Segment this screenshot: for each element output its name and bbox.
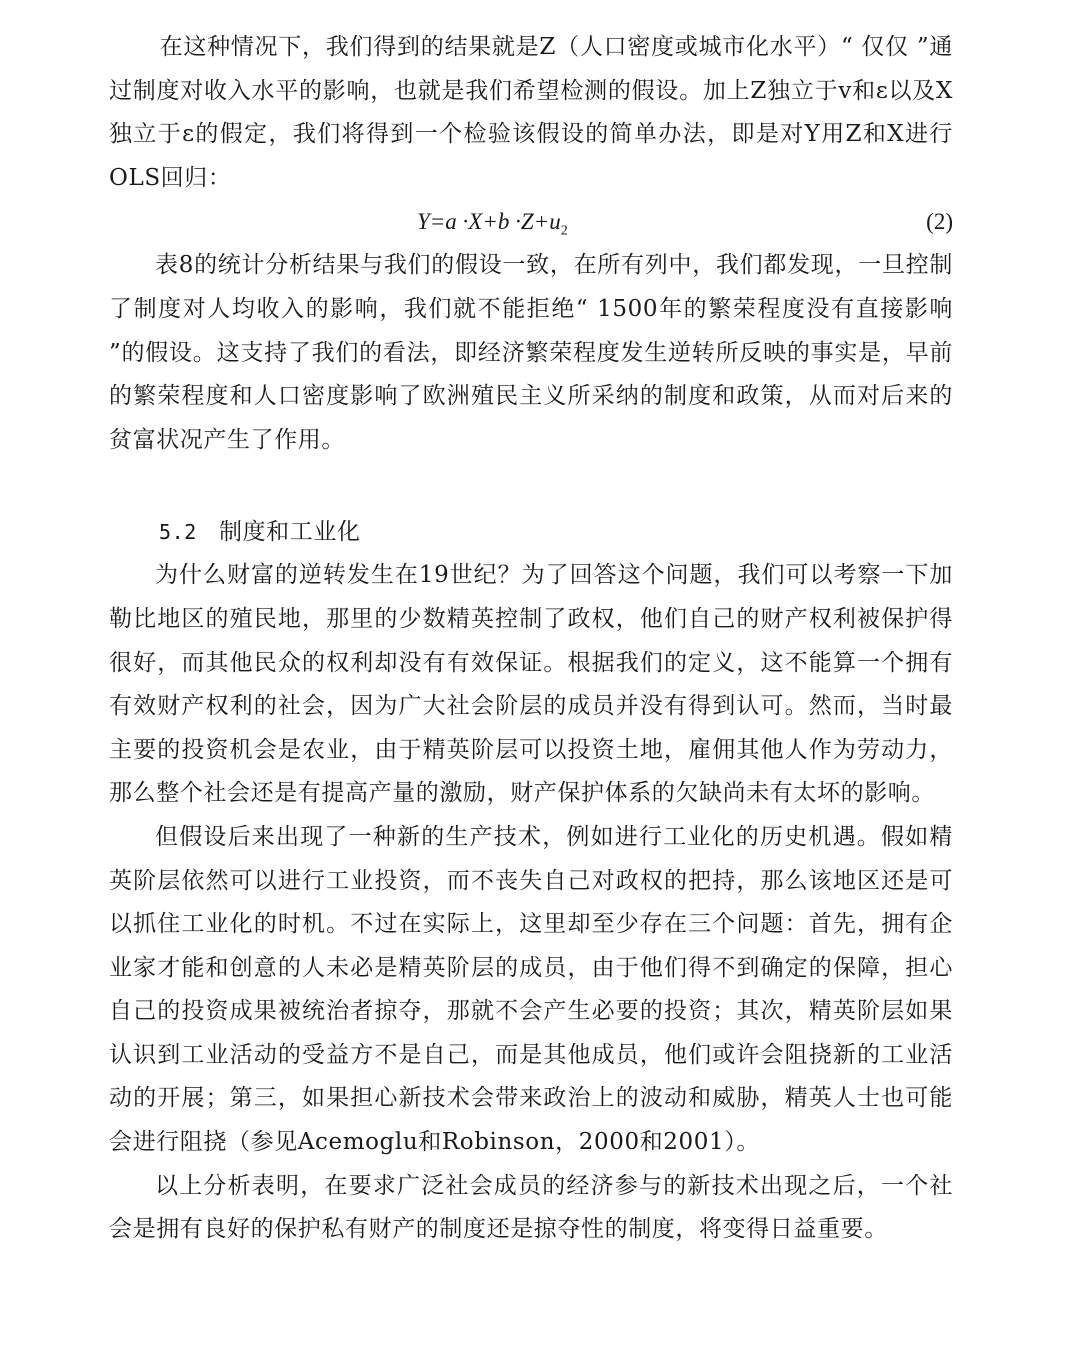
section-title: 制度和工业化: [218, 519, 361, 546]
section-heading: [109, 510, 953, 554]
equation-main: Y=a ·X+b ·Z+u: [417, 209, 561, 235]
paragraph-table8-results: 表8的统计分析结果与我们的假设一致，在所有列中，我们都发现，一旦控制了制度对人均收入的影响，我们就不能拒绝“ 1500年的繁荣程度没有直接影响 ”的假设。这支持了我们的看法，即经济繁荣程度发生逆转所反映的事实是，早前的繁荣程度和人口密度影响了欧洲殖民主义所采纳的制度和政策，从而对后来的贫富状况产生了作用。: [109, 252, 953, 453]
section-number: 5.2: [159, 520, 197, 545]
equation-2: [109, 200, 953, 244]
equation-expression: [417, 200, 568, 254]
paragraph-hypothesis-test: 在这种情况下，我们得到的结果就是Z（人口密度或城市化水平）“ 仅仅 ”通过制度对收入水平的影响，也就是我们希望检测的假设。加上Z独立于v和ε以及X独立于ε的假定，我们将得到一个检验该假设的简单办法，即是对Y用Z和X进行OLS回归：: [109, 34, 953, 191]
paragraph-reversal-19th-century: 为什么财富的逆转发生在19世纪？为了回答这个问题，我们可以考察一下加勒比地区的殖民地，那里的少数精英控制了政权，他们自己的财产权利被保护得很好，而其他民众的权利却没有有效保证。根据我们的定义，这不能算一个拥有有效财产权利的社会，因为广大社会阶层的成员并没有得到认可。然而，当时最主要的投资机会是农业，由于精英阶层可以投资土地，雇佣其他人作为劳动力，那么整个社会还是有提高产量的激励，财产保护体系的欠缺尚未有太坏的影响。: [109, 562, 953, 807]
paragraph-conclusion: 以上分析表明，在要求广泛社会成员的经济参与的新技术出现之后，一个社会是拥有良好的保护私有财产的制度还是掠夺性的制度，将变得日益重要。: [109, 1172, 953, 1243]
equation-subscript: 2: [560, 223, 568, 239]
equation-number: (2): [926, 209, 953, 235]
paragraph-new-technology: 但假设后来出现了一种新的生产技术，例如进行工业化的历史机遇。假如精英阶层依然可以进行工业投资，而不丧失自己对政权的把持，那么该地区还是可以抓住工业化的时机。不过在实际上，这里却至少存在三个问题：首先，拥有企业家才能和创意的人未必是精英阶层的成员，由于他们得不到确定的保障，担心自己的投资成果被统治者掠夺，那就不会产生必要的投资；其次，精英阶层如果认识到工业活动的受益方不是自己，而是其他成员，他们或许会阻挠新的工业活动的开展；第三，如果担心新技术会带来政治上的波动和威胁，精英人士也可能会进行阻挠（参见Acemoglu和Robinson，2000和2001）。: [109, 823, 953, 1156]
